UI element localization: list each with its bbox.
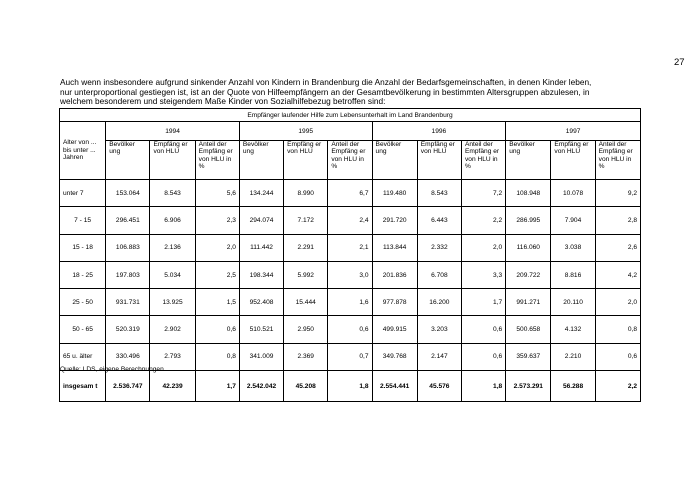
recipients-table: [59, 108, 641, 402]
population-cell: 106.883: [106, 234, 150, 261]
share-cell: 3,3: [461, 261, 505, 288]
population-cell: 286.995: [506, 207, 551, 234]
share-cell: 7,2: [461, 180, 505, 207]
recipients-cell: 6.443: [417, 207, 461, 234]
recipients-cell: 3.203: [417, 316, 461, 343]
recipients-cell: 5.992: [284, 261, 328, 288]
share-cell: 0,8: [595, 316, 640, 343]
recipients-cell: 5.034: [150, 261, 195, 288]
recipients-cell: 16.200: [417, 289, 461, 316]
recipients-header: Empfäng er von HLU: [551, 141, 595, 180]
population-cell: 209.722: [506, 261, 551, 288]
population-header: Bevölker ung: [239, 141, 283, 180]
table-row: [60, 180, 641, 207]
population-cell: 341.009: [239, 343, 283, 370]
share-cell: 2,2: [595, 371, 640, 402]
recipients-cell: 45.576: [417, 371, 461, 402]
age-group-cell: 50 - 65: [60, 316, 106, 343]
population-cell: 500.658: [506, 316, 551, 343]
population-cell: 2.542.042: [239, 371, 283, 402]
population-cell: 153.064: [106, 180, 150, 207]
share-cell: 2,1: [328, 234, 372, 261]
recipients-cell: 45.208: [284, 371, 328, 402]
recipients-cell: 42.239: [150, 371, 195, 402]
recipients-cell: 6.708: [417, 261, 461, 288]
age-group-cell: 25 - 50: [60, 289, 106, 316]
population-header: Bevölker ung: [106, 141, 150, 180]
recipients-header: Empfäng er von HLU: [417, 141, 461, 180]
intro-line: welchem besonderem und steigendem Maße Kinder von Sozialhilfebezug betroffen sind:: [60, 96, 386, 107]
share-header: Anteil der Empfäng er von HLU in %: [595, 141, 640, 180]
table-row: [60, 289, 641, 316]
table-row: [60, 316, 641, 343]
share-cell: 0,6: [328, 316, 372, 343]
share-cell: 2,0: [195, 234, 239, 261]
recipients-cell: 2.369: [284, 343, 328, 370]
population-header: Bevölker ung: [506, 141, 551, 180]
population-cell: 991.271: [506, 289, 551, 316]
share-cell: 3,0: [328, 261, 372, 288]
share-header: Anteil der Empfäng er von HLU in %: [461, 141, 505, 180]
population-cell: 952.408: [239, 289, 283, 316]
age-group-cell: 15 - 18: [60, 234, 106, 261]
population-cell: 296.451: [106, 207, 150, 234]
recipients-cell: 8.543: [417, 180, 461, 207]
population-cell: 931.731: [106, 289, 150, 316]
recipients-header: Empfäng er von HLU: [150, 141, 195, 180]
intro-paragraph: [60, 78, 660, 107]
population-cell: 2.536.747: [106, 371, 150, 402]
share-cell: 2,0: [595, 289, 640, 316]
population-cell: 294.074: [239, 207, 283, 234]
age-group-cell: unter 7: [60, 180, 106, 207]
recipients-cell: 13.925: [150, 289, 195, 316]
year-header: 1997: [506, 122, 641, 141]
population-cell: 111.442: [239, 234, 283, 261]
share-cell: 1,6: [328, 289, 372, 316]
population-cell: 977.878: [372, 289, 417, 316]
share-cell: 0,6: [461, 343, 505, 370]
population-cell: 134.244: [239, 180, 283, 207]
population-cell: 330.496: [106, 343, 150, 370]
recipients-cell: 2.147: [417, 343, 461, 370]
recipients-cell: 10.078: [551, 180, 595, 207]
recipients-cell: 8.543: [150, 180, 195, 207]
population-cell: 197.803: [106, 261, 150, 288]
source-note: Quelle: LDS, eigene Berechnungen: [60, 366, 164, 373]
population-cell: 198.344: [239, 261, 283, 288]
age-group-cell: insgesam t: [60, 371, 106, 402]
recipients-cell: 8.990: [284, 180, 328, 207]
recipients-cell: 2.136: [150, 234, 195, 261]
table-row: [60, 234, 641, 261]
recipients-cell: 2.291: [284, 234, 328, 261]
population-cell: 119.480: [372, 180, 417, 207]
share-cell: 5,6: [195, 180, 239, 207]
recipients-cell: 4.132: [551, 316, 595, 343]
recipients-cell: 7.904: [551, 207, 595, 234]
recipients-cell: 7.172: [284, 207, 328, 234]
share-cell: 2,4: [328, 207, 372, 234]
share-cell: 2,0: [461, 234, 505, 261]
share-cell: 0,8: [195, 343, 239, 370]
population-cell: 201.836: [372, 261, 417, 288]
population-cell: 113.844: [372, 234, 417, 261]
recipients-cell: 2.793: [150, 343, 195, 370]
age-group-cell: 7 - 15: [60, 207, 106, 234]
share-header: Anteil der Empfäng er von HLU in %: [195, 141, 239, 180]
share-cell: 1,7: [461, 289, 505, 316]
recipients-cell: 3.038: [551, 234, 595, 261]
share-cell: 2,2: [461, 207, 505, 234]
share-cell: 0,6: [595, 343, 640, 370]
recipients-cell: 2.332: [417, 234, 461, 261]
share-cell: 1,8: [461, 371, 505, 402]
population-cell: 349.768: [372, 343, 417, 370]
population-cell: 359.637: [506, 343, 551, 370]
share-cell: 2,5: [195, 261, 239, 288]
population-header: Bevölker ung: [372, 141, 417, 180]
population-cell: 520.319: [106, 316, 150, 343]
share-cell: 0,6: [461, 316, 505, 343]
share-cell: 1,5: [195, 289, 239, 316]
recipients-cell: 15.444: [284, 289, 328, 316]
population-cell: 2.573.291: [506, 371, 551, 402]
age-group-cell: 65 u. älter: [60, 343, 106, 370]
year-header: 1994: [106, 122, 240, 141]
recipients-cell: 6.906: [150, 207, 195, 234]
recipients-cell: 8.816: [551, 261, 595, 288]
share-cell: 2,6: [595, 234, 640, 261]
recipients-cell: 2.210: [551, 343, 595, 370]
recipients-cell: 2.902: [150, 316, 195, 343]
share-cell: 6,7: [328, 180, 372, 207]
recipients-cell: 56.288: [551, 371, 595, 402]
age-column-header: Alter von ... bis unter ... Jahren: [60, 122, 106, 180]
page-number: 27: [674, 57, 685, 68]
population-cell: 2.554.441: [372, 371, 417, 402]
table-title: Empfänger laufender Hilfe zum Lebensunterhalt im Land Brandenburg: [60, 109, 641, 122]
share-cell: 9,2: [595, 180, 640, 207]
share-cell: 2,8: [595, 207, 640, 234]
table-total-row: [60, 371, 641, 402]
population-cell: 291.720: [372, 207, 417, 234]
year-header: 1996: [372, 122, 506, 141]
intro-line: nur unterproportional gestiegen ist, ist an der Quote von Hilfeempfängern an der Gesamtbevölkerung in bestimmten Altersgruppen abzulesen, in: [60, 86, 590, 97]
share-cell: 0,7: [328, 343, 372, 370]
share-header: Anteil der Empfäng er von HLU in %: [328, 141, 372, 180]
table-row: [60, 261, 641, 288]
recipients-header: Empfäng er von HLU: [284, 141, 328, 180]
share-cell: 0,6: [195, 316, 239, 343]
population-cell: 108.948: [506, 180, 551, 207]
share-cell: 2,3: [195, 207, 239, 234]
share-cell: 4,2: [595, 261, 640, 288]
year-header: 1995: [239, 122, 372, 141]
share-cell: 1,7: [195, 371, 239, 402]
population-cell: 499.915: [372, 316, 417, 343]
share-cell: 1,8: [328, 371, 372, 402]
age-group-cell: 18 - 25: [60, 261, 106, 288]
intro-line: Auch wenn insbesondere aufgrund sinkender Anzahl von Kindern in Brandenburg die Anzahl der Bedarfsgemeinschaften, in denen Kinder leben,: [60, 77, 592, 87]
table-row: [60, 207, 641, 234]
population-cell: 116.060: [506, 234, 551, 261]
recipients-cell: 20.110: [551, 289, 595, 316]
recipients-cell: 2.950: [284, 316, 328, 343]
population-cell: 510.521: [239, 316, 283, 343]
